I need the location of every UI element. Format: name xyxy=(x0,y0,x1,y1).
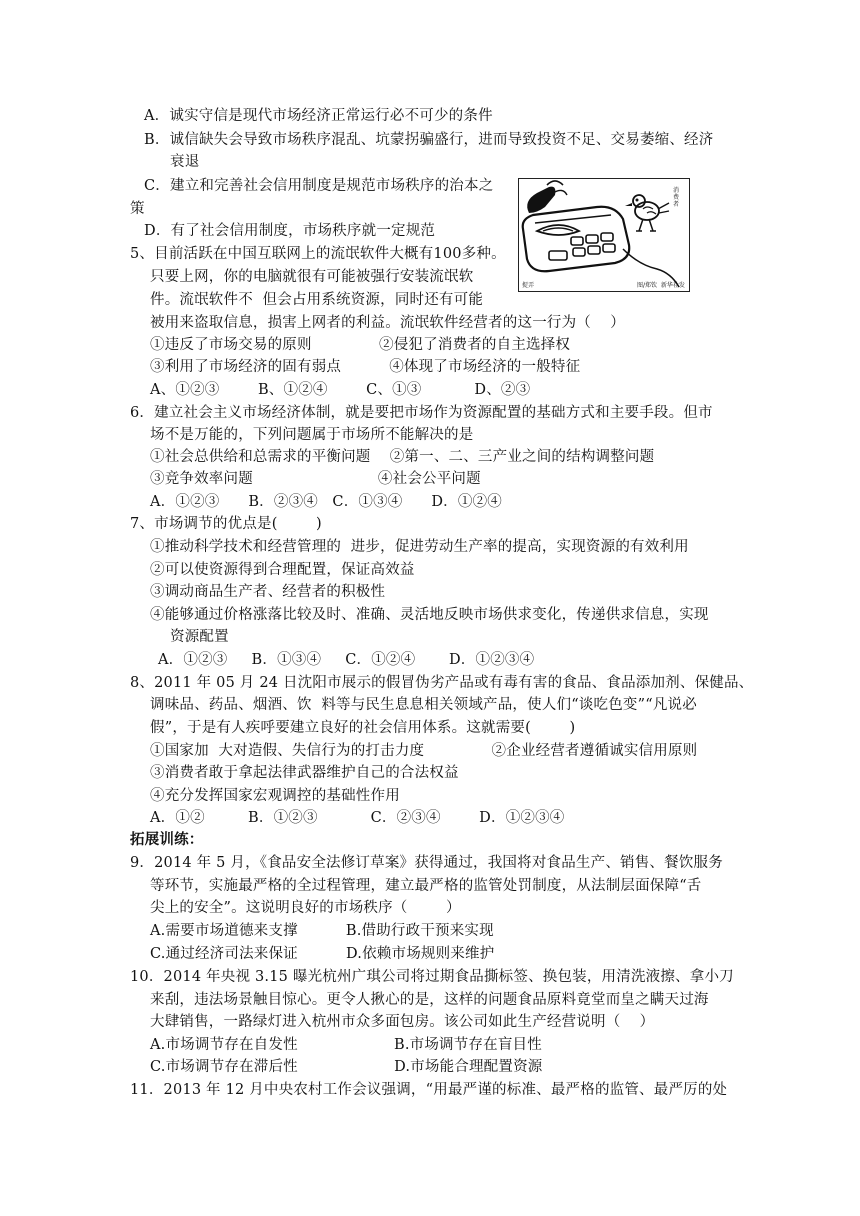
q9-options-row1: A.需要市场道德来支撑 B.借助行政干预来实现 xyxy=(150,923,494,939)
q6-options-row2: ③竞争效率问题 ④社会公平问题 xyxy=(150,471,481,487)
q5-stem-line4: 被用来盗取信息，损害上网者的利益。流氓软件经营者的这一行为（ ） xyxy=(150,315,625,331)
q9-stem-line1: 9．2014 年 5 月，《食品安全法修订草案》获得通过，我国将对食品生产、销售、餐饮服务 xyxy=(130,855,723,871)
q9-options-row2: C.通过经济司法来保证 D.依赖市场规则来维护 xyxy=(150,946,495,962)
q8-options-row1: ①国家加 大对造假、失信行为的打击力度 ②企业经营者遵循诚实信用原则 xyxy=(150,743,698,759)
q8-stem-line2: 调味品、药品、烟酒、饮 料等与民生息息相关领域产品，使人们“谈吃色变”“凡说必 xyxy=(150,697,697,713)
q10-options-row1: A.市场调节存在自发性 B.市场调节存在盲目性 xyxy=(150,1037,542,1053)
q6-choices: A．①②③ B．②③④ C．①③④ D．①②④ xyxy=(150,494,502,510)
q6-stem-line2: 场不是万能的，下列问题属于市场所不能解决的是 xyxy=(150,427,474,443)
q8-choices: A．①② B．①②③ C．②③④ D．①②③④ xyxy=(150,810,565,826)
q5-options-row2: ③利用了市场经济的固有弱点 ④体现了市场经济的一般特征 xyxy=(150,359,581,375)
q9-stem-line2: 等环节，实施最严格的全过程管理，建立最严格的监管处罚制度，从法制层面保障“舌 xyxy=(150,878,702,894)
q11-stem-line1: 11．2013 年 12 月中央农村工作会议强调，“用最严谨的标准、最严格的监管、最严厉的处 xyxy=(130,1082,728,1098)
q4-option-c-line2: 策 xyxy=(130,201,145,217)
q4-option-b-line2: 衰退 xyxy=(170,154,200,170)
q8-stem-line3: 假”，于是有人疾呼要建立良好的社会信用体系。这就需要( ) xyxy=(150,720,576,736)
q5-choices: A、①②③ B、①②④ C、①③ D、②③ xyxy=(150,382,531,398)
q8-stem-line1: 8、2011 年 05 月 24 日沈阳市展示的假冒伪劣产品或有毒有害的食品、食品添加剂、保健品、 xyxy=(130,675,754,691)
q4-option-b-line1: B．诚信缺失会导致市场秩序混乱、坑蒙拐骗盛行，进而导致投资不足、交易萎缩、经济 xyxy=(144,132,714,148)
cartoon-drawing xyxy=(519,179,689,291)
cartoon-caption-right: 图/郑钦 新华社发 xyxy=(637,282,685,289)
q7-option-3: ③调动商品生产者、经营者的积极性 xyxy=(150,584,386,600)
q5-stem-line1: 5、目前活跃在中国互联网上的流氓软件大概有100多种。 xyxy=(130,246,506,262)
q8-options-row3: ④充分发挥国家宏观调控的基础性作用 xyxy=(150,788,400,804)
q8-options-row2: ③消费者敢于拿起法律武器维护自己的合法权益 xyxy=(150,765,459,781)
q10-stem-line1: 10．2014 年央视 3.15 曝光杭州广琪公司将过期食品撕标签、换包装，用清洗液擦、拿小刀 xyxy=(130,969,734,985)
q5-stem-line2: 只要上网，你的电脑就很有可能被强行安装流氓软 xyxy=(150,269,474,285)
q4-option-c-line1: C．建立和完善社会信用制度是规范市场秩序的治本之 xyxy=(144,178,494,194)
q4-option-a: A．诚实守信是现代市场经济正常运行必不可少的条件 xyxy=(144,108,493,124)
q5-options-row1: ①违反了市场交易的原则 ②侵犯了消费者的自主选择权 xyxy=(150,337,571,353)
q5-stem-line3: 件。流氓软件不 但会占用系统资源，同时还有可能 xyxy=(150,292,484,308)
q7-choices: A．①②③ B．①③④ C．①②④ D．①②③④ xyxy=(158,652,535,668)
q7-option-1: ①推动科学技术和经营管理的 进步，促进劳动生产率的提高，实现资源的有效利用 xyxy=(150,539,689,555)
q7-option-2: ②可以使资源得到合理配置，保证高效益 xyxy=(150,562,415,578)
cartoon-illustration xyxy=(518,178,690,292)
q7-option-4-line2: 资源配置 xyxy=(170,629,229,645)
cartoon-side-label: 消费者 xyxy=(673,187,680,208)
section-heading: 拓展训练： xyxy=(130,831,204,848)
q10-stem-line3: 大肆销售，一路绿灯进入杭州市众多面包房。该公司如此生产经营说明（ ） xyxy=(150,1014,655,1030)
q7-stem: 7、市场调节的优点是( ) xyxy=(130,516,322,532)
q10-stem-line2: 来刮，违法场景触目惊心。更令人揪心的是，这样的问题食品原料竟堂而皇之瞒天过海 xyxy=(150,992,709,1008)
q10-options-row2: C.市场调节存在滞后性 D.市场能合理配置资源 xyxy=(150,1059,543,1075)
q7-option-4-line1: ④能够通过价格涨落比较及时、准确、灵活地反映市场供求变化，传递供求信息，实现 xyxy=(150,607,709,623)
q4-option-d: D．有了社会信用制度，市场秩序就一定规范 xyxy=(144,223,436,239)
q9-stem-line3: 尖上的安全”。这说明良好的市场秩序（ ） xyxy=(150,900,461,916)
cartoon-caption-left: 捉弄 xyxy=(522,282,535,289)
q6-stem-line1: 6．建立社会主义市场经济体制，就是要把市场作为资源配置的基础方式和主要手段。但市 xyxy=(130,405,713,421)
q6-options-row1: ①社会总供给和总需求的平衡问题 ②第一、二、三产业之间的结构调整问题 xyxy=(150,449,655,465)
